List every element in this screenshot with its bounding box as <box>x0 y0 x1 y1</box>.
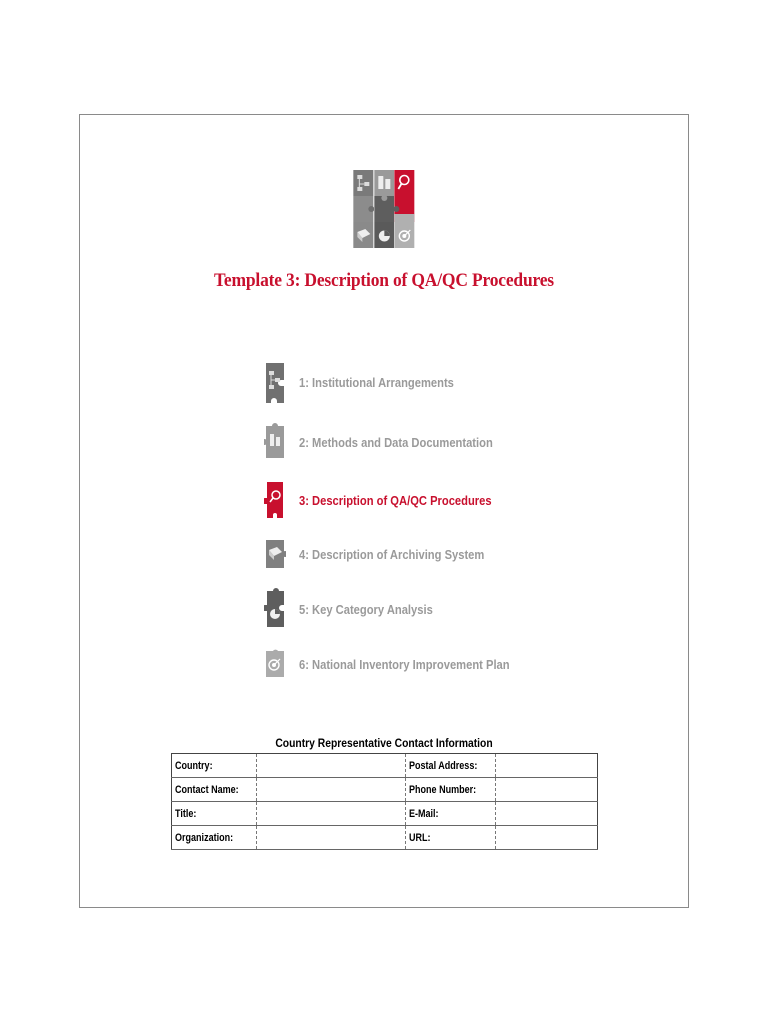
contact-table <box>171 753 598 850</box>
phone-number-field[interactable] <box>495 778 597 802</box>
template-label-6: 6: National Inventory Improvement Plan <box>299 656 510 672</box>
postal-address-label: Postal Address: <box>405 754 495 778</box>
template-item-2[interactable] <box>264 420 624 464</box>
piece-icon <box>394 196 415 222</box>
title-field[interactable] <box>256 802 405 826</box>
documents-icon <box>374 170 395 196</box>
template-label-2: 2: Methods and Data Documentation <box>299 434 493 450</box>
template-label-3: 3: Description of QA/QC Procedures <box>299 492 492 508</box>
document-title: Template 3: Description of QA/QC Procedures <box>214 270 554 291</box>
organization-field[interactable] <box>256 826 405 850</box>
target-puzzle-icon <box>264 642 286 686</box>
pie-chart-icon <box>374 222 395 248</box>
email-field[interactable] <box>495 802 597 826</box>
piece-icon <box>353 196 374 222</box>
table-row <box>172 778 598 802</box>
template-item-4[interactable] <box>264 532 624 576</box>
template-label-1: 1: Institutional Arrangements <box>299 374 454 390</box>
country-label: Country: <box>172 754 257 778</box>
email-label: E-Mail: <box>405 802 495 826</box>
magnifier-puzzle-icon <box>264 478 286 522</box>
pie-chart-puzzle-icon <box>264 587 286 631</box>
org-chart-icon <box>353 170 374 196</box>
template-item-1[interactable] <box>264 360 624 404</box>
country-field[interactable] <box>256 754 405 778</box>
template-item-3[interactable] <box>264 478 624 522</box>
template-label-4: 4: Description of Archiving System <box>299 546 485 562</box>
url-field[interactable] <box>495 826 597 850</box>
magnifier-icon <box>394 170 415 196</box>
url-label: URL: <box>405 826 495 850</box>
archive-box-puzzle-icon <box>264 532 286 576</box>
title-label: Title: <box>172 802 257 826</box>
table-row <box>172 754 598 778</box>
table-row <box>172 826 598 850</box>
documents-puzzle-icon <box>264 420 286 464</box>
contact-name-label: Contact Name: <box>172 778 257 802</box>
archive-box-icon <box>353 222 374 248</box>
template-item-5[interactable] <box>264 587 624 631</box>
template-item-6[interactable] <box>264 642 624 686</box>
piece-icon <box>374 196 395 222</box>
target-icon <box>394 222 415 248</box>
org-chart-puzzle-icon <box>264 360 286 404</box>
postal-address-field[interactable] <box>495 754 597 778</box>
organization-label: Organization: <box>172 826 257 850</box>
table-row <box>172 802 598 826</box>
phone-number-label: Phone Number: <box>405 778 495 802</box>
template-label-5: 5: Key Category Analysis <box>299 601 433 617</box>
contact-name-field[interactable] <box>256 778 405 802</box>
puzzle-logo <box>353 170 415 248</box>
contact-heading: Country Representative Contact Information <box>275 736 493 750</box>
